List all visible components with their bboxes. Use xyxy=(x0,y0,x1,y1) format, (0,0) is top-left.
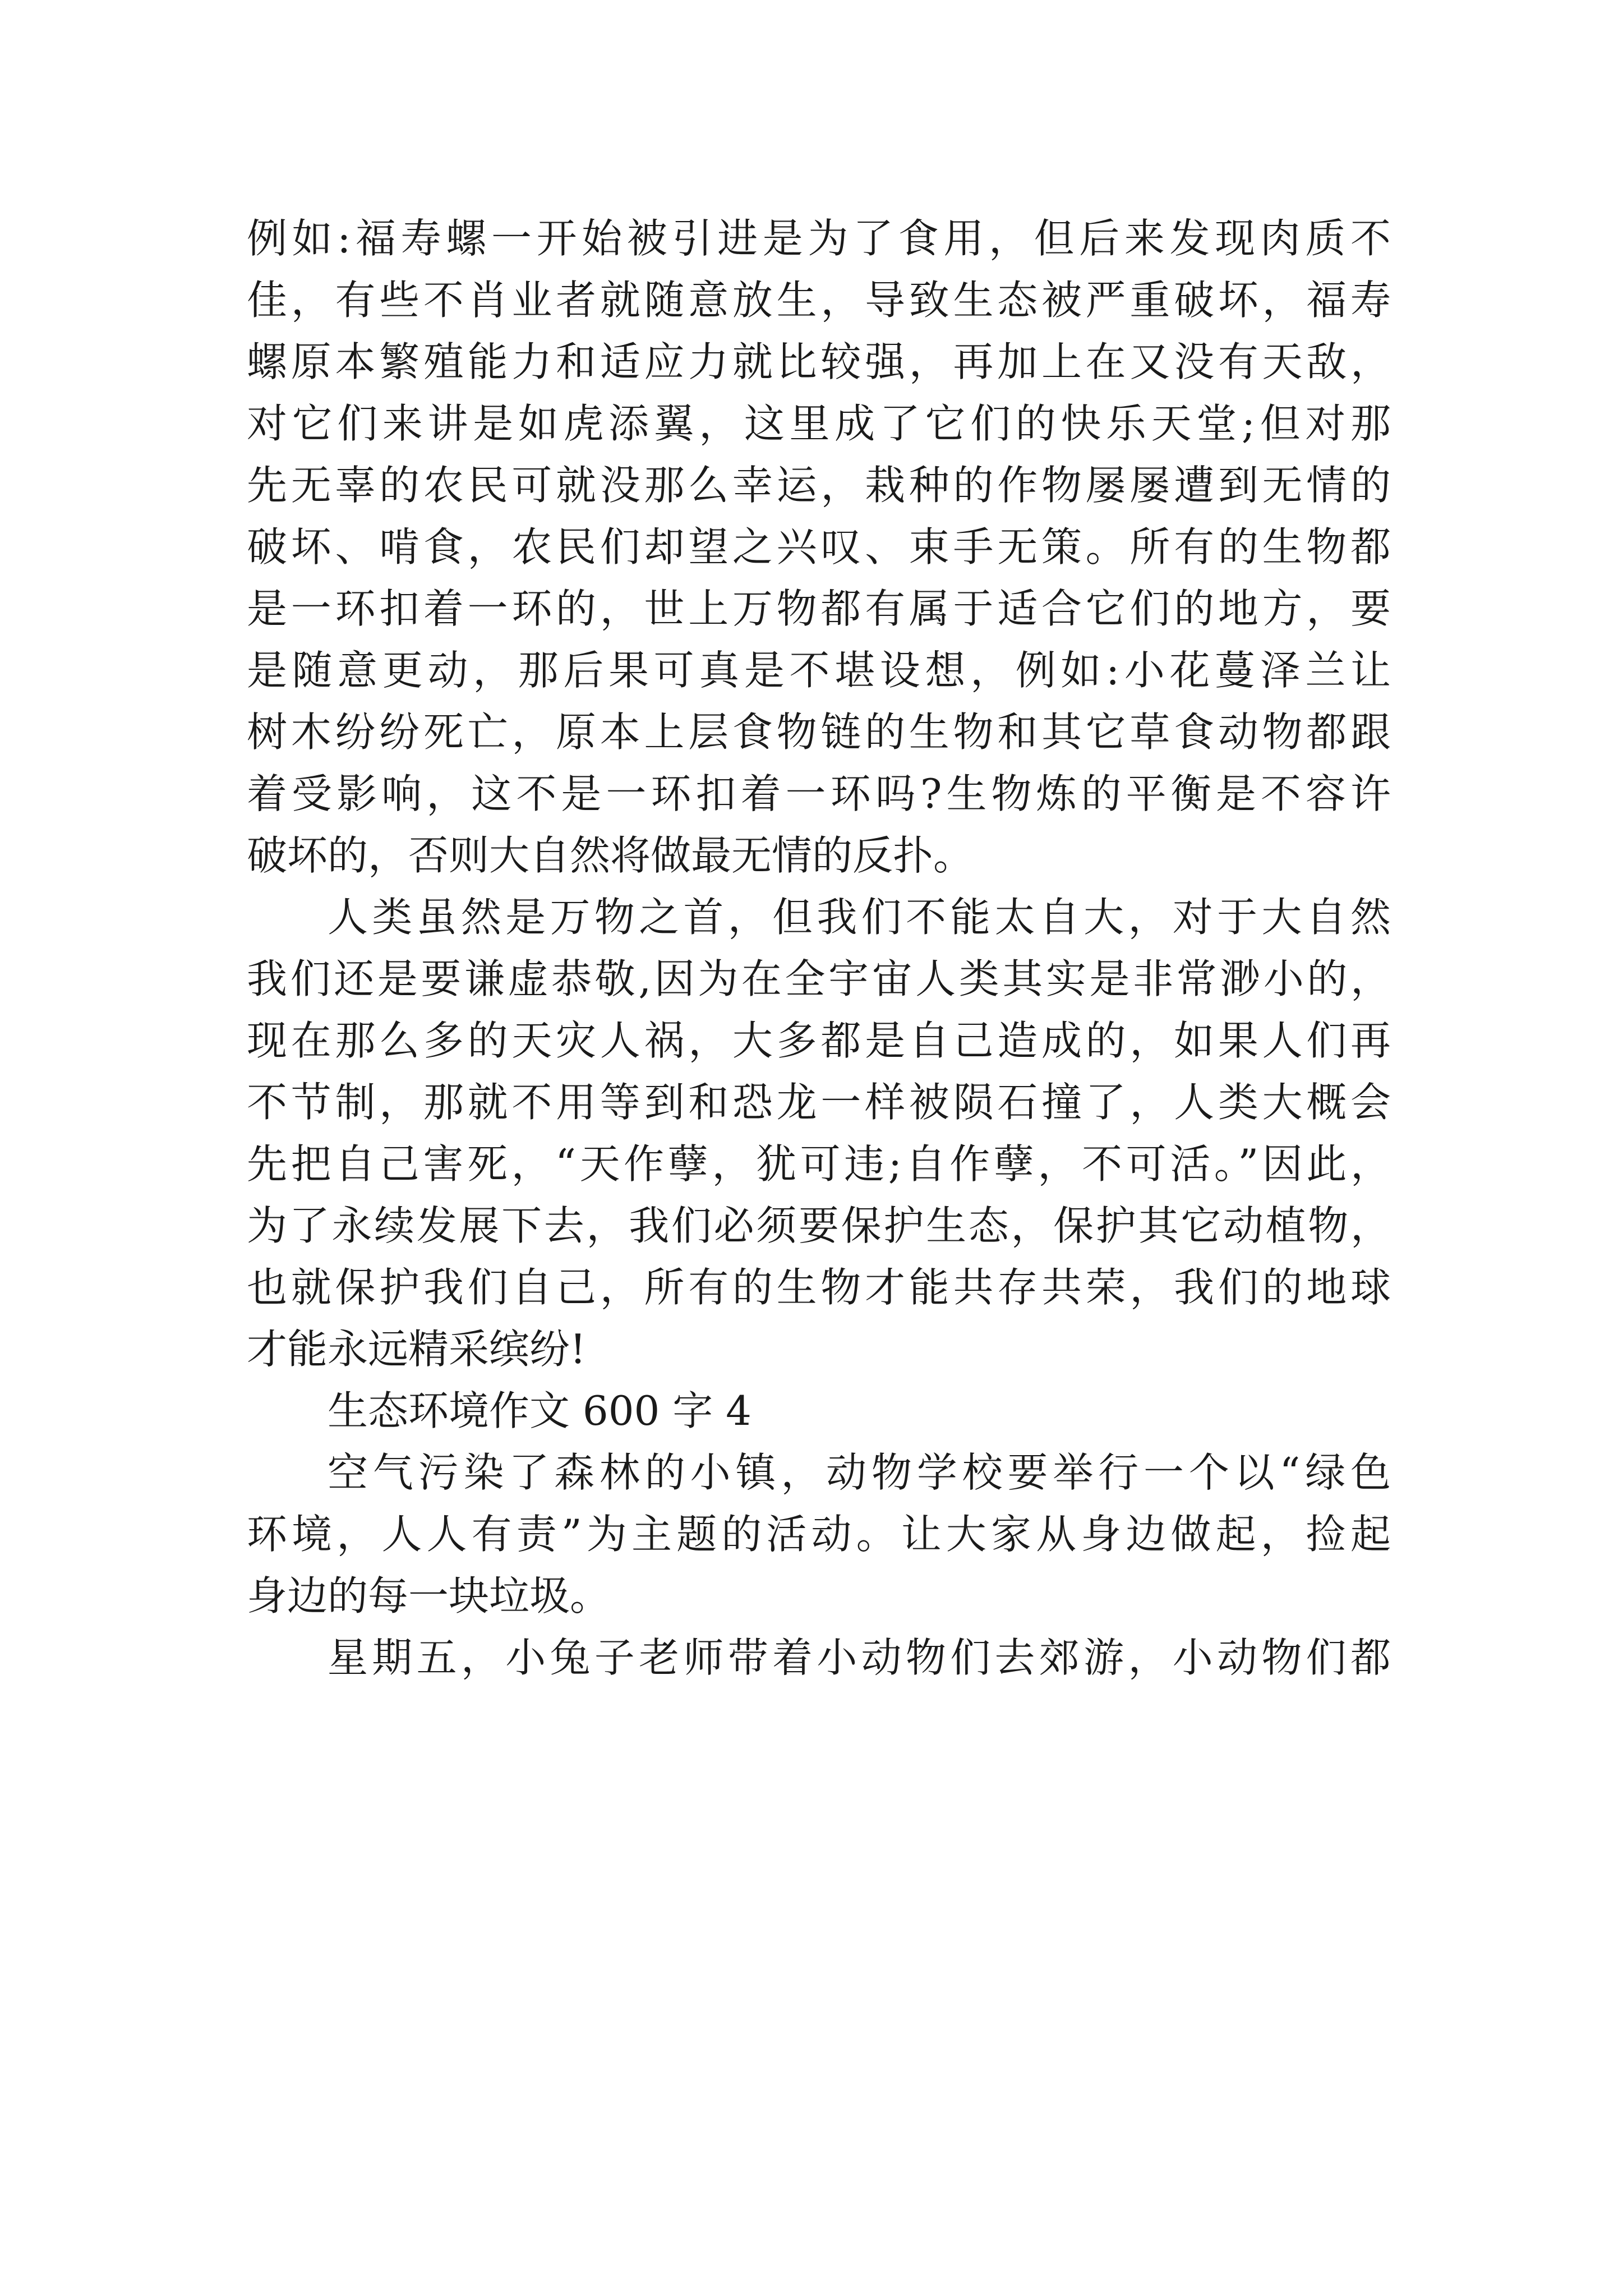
text-line: 我们还是要谦虚恭敬,因为在全宇宙人类其实是非常渺小的， xyxy=(247,955,1391,1002)
text-line: 佳，有些不肖业者就随意放生，导致生态被严重破坏，福寿 xyxy=(247,277,1391,324)
text-line: 也就保护我们自己，所有的生物才能共存共荣，我们的地球 xyxy=(247,1264,1391,1311)
text-line: 才能永远精采缤纷! xyxy=(247,1326,586,1373)
text-line: 例如:福寿螺一开始被引进是为了食用，但后来发现肉质不 xyxy=(247,215,1391,262)
section-heading: 生态环境作文 600 字 4 xyxy=(328,1387,751,1434)
text-line: 先无辜的农民可就没那么幸运，栽种的作物屡屡遭到无情的 xyxy=(247,462,1391,509)
text-line: 破坏、啃食，农民们却望之兴叹、束手无策。所有的生物都 xyxy=(247,523,1391,570)
paragraph-first-line: 人类虽然是万物之首，但我们不能太自大，对于大自然 xyxy=(328,894,1391,941)
text-line: 着受影响，这不是一环扣着一环吗?生物炼的平衡是不容许 xyxy=(247,770,1391,817)
text-line: 现在那么多的天灾人祸，大多都是自己造成的，如果人们再 xyxy=(247,1017,1391,1064)
text-line: 树木纷纷死亡，原本上层食物链的生物和其它草食动物都跟 xyxy=(247,708,1391,756)
paragraph-first-line: 星期五，小兔子老师带着小动物们去郊游，小动物们都 xyxy=(328,1634,1391,1681)
paragraph-first-line: 空气污染了森林的小镇，动物学校要举行一个以“绿色 xyxy=(328,1449,1391,1496)
text-line: 对它们来讲是如虎添翼，这里成了它们的快乐天堂;但对那 xyxy=(247,400,1391,447)
text-line: 螺原本繁殖能力和适应力就比较强，再加上在又没有天敌， xyxy=(247,338,1391,385)
text-line: 身边的每一块垃圾。 xyxy=(247,1572,611,1619)
text-line: 破坏的，否则大自然将做最无情的反扑。 xyxy=(247,832,974,879)
text-line: 是随意更动，那后果可真是不堪设想，例如:小花蔓泽兰让 xyxy=(247,647,1391,694)
text-line: 不节制，那就不用等到和恐龙一样被陨石撞了，人类大概会 xyxy=(247,1079,1391,1126)
text-line: 环境，人人有责”为主题的活动。让大家从身边做起，捡起 xyxy=(247,1511,1391,1558)
text-line: 为了永续发展下去，我们必须要保护生态，保护其它动植物， xyxy=(247,1202,1391,1249)
text-line: 是一环扣着一环的，世上万物都有属于适合它们的地方，要 xyxy=(247,585,1391,632)
text-line: 先把自己害死，“天作孽，犹可违;自作孽，不可活。”因此， xyxy=(247,1140,1391,1188)
body-text xyxy=(247,208,1391,1688)
